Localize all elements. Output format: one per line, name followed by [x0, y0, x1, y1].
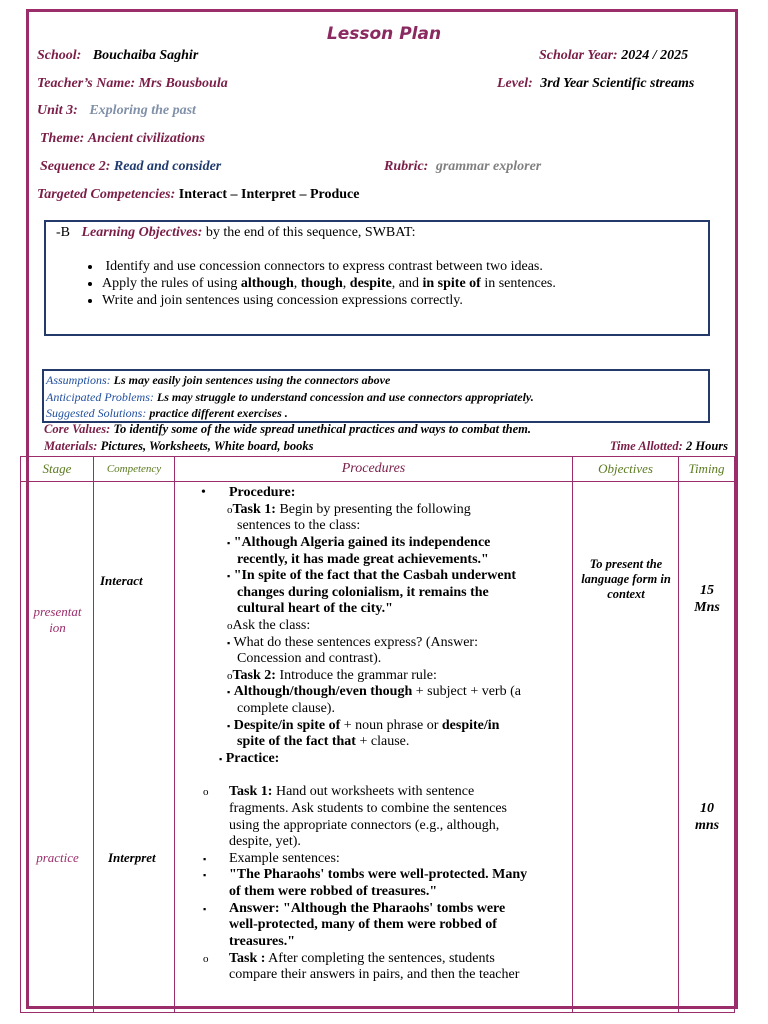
- proc-line: ▪ What do these sentences express? (Answer:: [227, 635, 478, 650]
- proc-line: "The Pharaohs' tombs were well-protected. Many: [229, 867, 528, 882]
- proc-line: ▪: [203, 854, 207, 864]
- year-field: [539, 48, 688, 64]
- timing-cell: [679, 482, 735, 1013]
- proc-line: ▪ Despite/in spite of + noun phrase or despite/in: [227, 718, 500, 733]
- year-value: 2024 / 2025: [621, 48, 689, 63]
- lesson-table: [20, 456, 735, 1013]
- timing-practice: 10 mns: [694, 801, 720, 833]
- proc-line: sentences to the class:: [237, 518, 361, 533]
- header-timing: Timing: [679, 457, 735, 482]
- proc-line: recently, it has made great achievements.": [237, 552, 489, 567]
- problems-label: Anticipated Problems:: [46, 390, 154, 404]
- solutions-value: practice different exercises .: [149, 406, 288, 420]
- proc-line: complete clause).: [237, 701, 335, 716]
- proc-line: Example sentences:: [229, 851, 340, 866]
- stage-cell: [21, 482, 94, 1013]
- solutions-label: Suggested Solutions:: [46, 406, 147, 420]
- year-label: Scholar Year:: [539, 48, 618, 63]
- materials-value: Pictures, Worksheets, White board, books: [100, 439, 314, 453]
- proc-line: treasures.": [229, 934, 295, 949]
- proc-line: using the appropriate connectors (e.g., although,: [229, 818, 500, 833]
- unit-field: [37, 103, 196, 119]
- theme-label: Theme:: [40, 131, 85, 146]
- rubric-field: [384, 159, 541, 175]
- proc-line: oTask 2: Introduce the grammar rule:: [227, 668, 437, 683]
- sequence-label: Sequence 2:: [40, 159, 111, 174]
- proc-line: of them were robbed of treasures.": [229, 884, 438, 899]
- school-label: School:: [37, 48, 82, 63]
- timing-presentation: 15 Mns: [694, 583, 720, 615]
- competency-interact: Interact: [100, 573, 143, 588]
- sequence-value: Read and consider: [113, 159, 222, 174]
- core-values: [44, 422, 531, 437]
- objectives-intro: by the end of this sequence, SWBAT:: [205, 225, 416, 240]
- stage-presentation: presentat ion: [33, 604, 82, 635]
- problems-line: [46, 390, 534, 405]
- page-title: Lesson Plan: [326, 24, 442, 44]
- proc-line: ▪ "In spite of the fact that the Casbah underwent: [227, 568, 517, 583]
- materials: [44, 439, 313, 454]
- proc-line: spite of the fact that + clause.: [237, 734, 410, 749]
- core-value: To identify some of the wide spread unethical practices and ways to combat them.: [113, 422, 532, 436]
- proc-line: •: [201, 485, 206, 500]
- proc-line: Concession and contrast).: [237, 651, 382, 666]
- header-stage: Stage: [21, 457, 94, 482]
- proc-line: ▪ "Although Algeria gained its independence: [227, 535, 491, 550]
- proc-line: oTask 1: Begin by presenting the following: [227, 502, 471, 517]
- proc-line: oAsk the class:: [227, 618, 311, 633]
- competencies-field: [37, 187, 359, 203]
- proc-line: changes during colonialism, it remains the: [237, 585, 489, 600]
- proc-line: Answer: "Although the Pharaohs' tombs were: [229, 901, 506, 916]
- header-competency: Competency: [94, 457, 175, 482]
- objectives-label: Learning Objectives:: [81, 225, 203, 240]
- assumptions-line: [46, 373, 390, 388]
- objective-item: • Write and join sentences using concession expressions correctly.: [102, 292, 722, 309]
- header-procedures: Procedures: [175, 457, 573, 482]
- proc-line: ▪ Practice:: [219, 751, 280, 766]
- rubric-value: grammar explorer: [435, 159, 542, 174]
- objective-presentation: To present the language form in context: [581, 557, 671, 601]
- stage-practice: practice: [36, 850, 79, 865]
- competency-interpret: Interpret: [108, 850, 156, 865]
- table-header-row: [21, 457, 735, 482]
- level-value: 3rd Year Scientific streams: [540, 76, 695, 91]
- objectives-list: [76, 258, 722, 309]
- proc-line: o: [203, 953, 209, 965]
- objectives-cell: [573, 482, 679, 1013]
- teacher-field: [37, 76, 228, 92]
- objectives-header: [56, 225, 416, 241]
- unit-value: Exploring the past: [89, 103, 196, 118]
- objectives-prefix: -B: [56, 225, 70, 240]
- proc-line: despite, yet).: [229, 834, 301, 849]
- proc-line: o: [203, 786, 209, 798]
- proc-line: Task : After completing the sentences, students: [229, 951, 495, 966]
- time-allotted: [610, 439, 728, 454]
- level-label: Level:: [497, 76, 533, 91]
- unit-label: Unit 3:: [37, 103, 78, 118]
- proc-line: ▪ Although/though/even though + subject + verb (a: [227, 684, 521, 699]
- sequence-field: [40, 159, 221, 175]
- objective-item: • Apply the rules of using although, though, despite, and in spite of in sentences.: [102, 275, 722, 292]
- solutions-line: [46, 406, 288, 421]
- proc-line: Procedure:: [229, 485, 296, 500]
- objective-item: • Identify and use concession connectors to express contrast between two ideas.: [102, 258, 722, 275]
- school-field: [37, 48, 198, 64]
- table-row: [21, 482, 735, 1013]
- proc-line: ▪: [203, 870, 207, 880]
- school-value: Bouchaiba Saghir: [92, 48, 199, 63]
- procedures-cell: [175, 482, 573, 1013]
- core-label: Core Values:: [44, 422, 111, 436]
- teacher-value: Mrs Bousboula: [138, 76, 228, 91]
- time-label: Time Allotted:: [609, 439, 683, 453]
- proc-line: well-protected, many of them were robbed of: [229, 917, 497, 932]
- materials-label: Materials:: [44, 439, 98, 453]
- assumptions-value: Ls may easily join sentences using the connectors above: [113, 373, 391, 387]
- theme-field: [40, 131, 205, 147]
- level-field: [497, 76, 694, 92]
- competencies-label: Targeted Competencies:: [37, 187, 176, 202]
- problems-value: Ls may struggle to understand concession and use connectors appropriately.: [156, 390, 534, 404]
- proc-line: cultural heart of the city.": [237, 601, 393, 616]
- proc-line: Task 1: Hand out worksheets with sentence: [229, 784, 475, 799]
- assumptions-label: Assumptions:: [46, 373, 111, 387]
- theme-value: Ancient civilizations: [87, 131, 205, 146]
- proc-line: compare their answers in pairs, and then the teacher: [229, 967, 520, 982]
- rubric-label: Rubric:: [384, 159, 429, 174]
- competency-cell: [94, 482, 175, 1013]
- proc-line: ▪: [203, 904, 207, 914]
- time-value: 2 Hours: [685, 439, 728, 453]
- header-objectives: Objectives: [573, 457, 679, 482]
- teacher-label: Teacher’s Name:: [37, 76, 136, 91]
- proc-line: fragments. Ask students to combine the sentences: [229, 801, 507, 816]
- competencies-value: Interact – Interpret – Produce: [178, 187, 360, 202]
